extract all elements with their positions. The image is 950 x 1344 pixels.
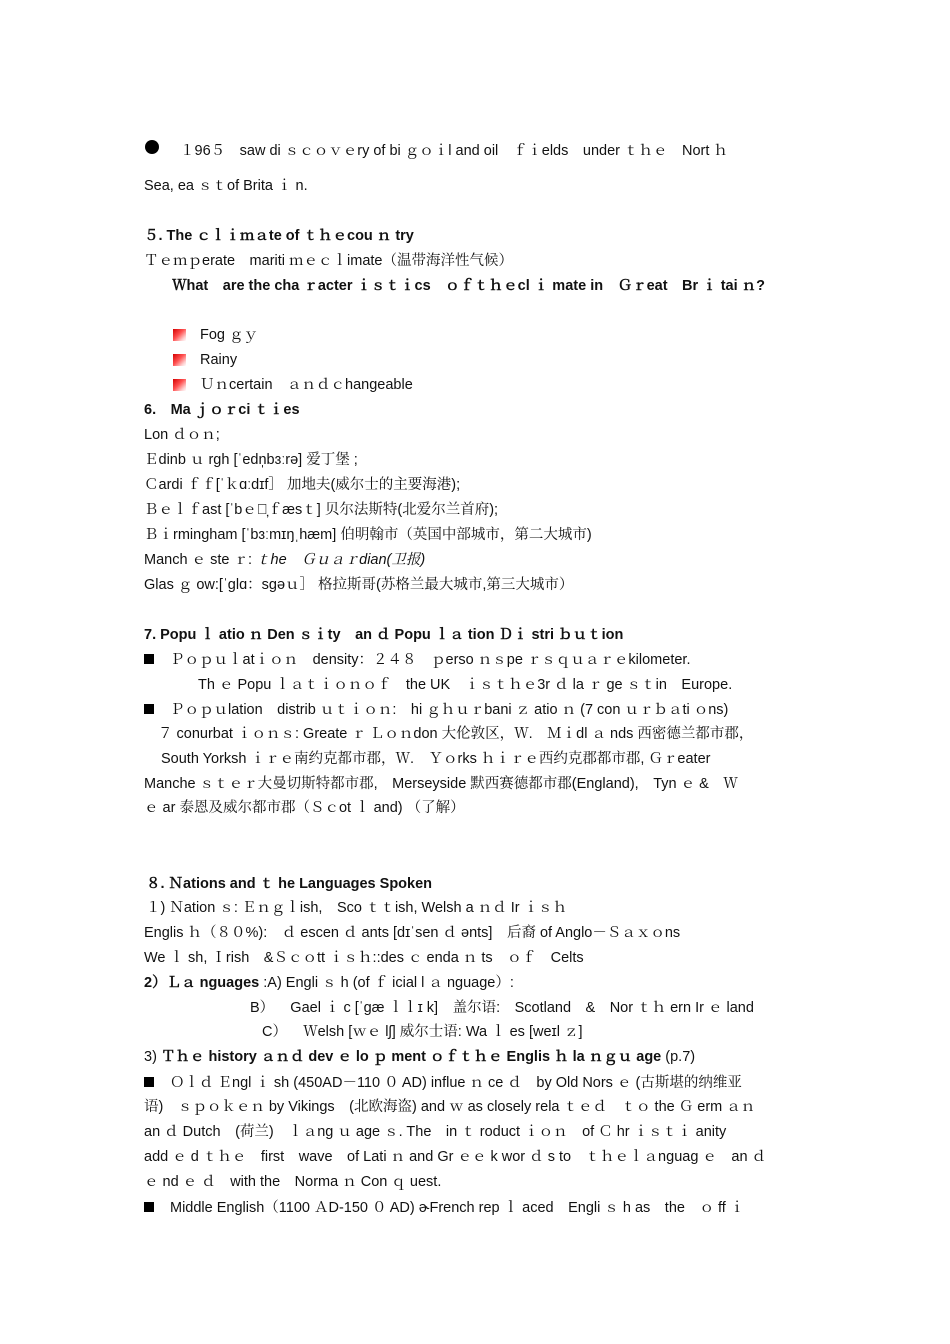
languages-line xyxy=(144,973,834,993)
history-number: 3) xyxy=(144,1049,157,1065)
history-heading: Ｔｈｅ history ａｎｄ dev ｅ lo ｐ ment ｏｆｔｈｅ Englis ｈ la ｎｇｕ age xyxy=(160,1049,662,1065)
conurbations-line-4: ｅ ar 泰恩及威尔都市郡（Ｓｃot ｌ and) （了解） xyxy=(144,800,465,816)
old-english-text: Ｏｌｄ Ｅngl ｉ sh (450AD－110 ０ AD) influe ｎ ce ｄ by Old Nors ｅ (古斯堪的纳维亚 xyxy=(170,1075,742,1091)
welsh-marker: C） xyxy=(262,1024,287,1040)
languages-label: 2）Ｌａ nguages xyxy=(144,975,260,991)
latin-greek-line: add ｅ d ｔｈｅ first wave of Lati ｎ and Gr ｅｅ k wor ｄ s to ｔｈｅｌａnguag ｅ an ｄ xyxy=(144,1149,767,1165)
gaelic-line xyxy=(250,998,830,1018)
question-climate: Ｗhat are the cha ｒacter ｉｓｔｉcs ｏｆｔｈｅcl ｉ mate in Ｇｒeat Br ｉ tai ｎ? xyxy=(172,278,766,294)
city-glasgow: Glas ｇ ow:[ˈglɑ：sgəｕ］ 格拉斯哥(苏格兰最大城市,第三大城市） xyxy=(144,577,574,593)
square-bullet-icon xyxy=(144,1077,154,1087)
red-bullet-icon xyxy=(173,329,186,341)
heading-nations-languages: ８. Ｎations and ｔ he Languages Spoken xyxy=(146,876,433,892)
text-line-temperate: Ｔｅｍｐerate mariti ｍｅｃｌimate（温带海洋性气候） xyxy=(144,253,513,269)
vikings-line: 语) ｓｐｏｋｅｎ by Vikings (北欧海盗) and ｗ as closely rela ｔｅｄ ｔｏ the Ｇ erm ａｎ xyxy=(144,1099,756,1115)
middle-english-line xyxy=(144,1198,834,1218)
city-manchester xyxy=(144,550,834,570)
red-bullet-icon xyxy=(173,379,186,391)
bullet-dot-icon xyxy=(145,140,159,154)
history-page-ref: (p.7) xyxy=(665,1049,696,1065)
heading-major-cities: 6. Ma ｊｏｒci ｔｉes xyxy=(144,402,300,418)
square-bullet-icon xyxy=(144,654,154,664)
city-belfast: Ｂｅｌｆast [ˈbｅｌ̦ｆæsｔ] 贝尔法斯特(北爱尔兰首府); xyxy=(144,502,499,518)
the-guardian-note: ｔhe Ｇｕａｒdian(卫报) xyxy=(256,552,426,568)
list-item-uncertain: Ｕｎcertain ａｎｄｃhangeable xyxy=(200,377,413,393)
population-density-line xyxy=(144,650,834,670)
history-heading-line xyxy=(144,1047,834,1067)
old-english-line xyxy=(144,1073,834,1093)
heading-population: 7. Popu ｌ atio ｎ Den ｓｉty an ｄ Popu ｌａ tion Ｄｉ stri ｂｕｔion xyxy=(144,627,624,643)
text-line-discovery: １96５ saw di ｓｃｏｖｅry of bi ｇｏｉl and oil ｆｉelds under ｔｈｅ Nort ｈ xyxy=(180,143,728,159)
city-cardiff: Ｃardi ｆｆ[ˈｋɑːdɪf］ 加地夫(威尔士的主要海港); xyxy=(144,477,461,493)
dutch-line: an ｄ Dutch (荷兰) ｌａng ｕ age ｓ. The in ｔ roduct ｉｏｎ of Ｃ hr ｉｓｔｉ anity xyxy=(144,1124,727,1140)
heading-climate: ５. The ｃｌｉｍａte of ｔｈｅcou ｎ try xyxy=(144,228,414,244)
celts-descendants-line: We ｌ sh, Ｉrish &Ｓｃｏtt ｉｓｈ::des ｃ enda ｎ ts ｏｆ Celts xyxy=(144,950,584,966)
city-birmingham: Ｂｉrmingham [ˈbɜːmɪŋˌhæm] 伯明翰市（英国中部城市，第二大城市) xyxy=(144,527,592,543)
english-descendants-line: Englis ｈ（８０%): ｄ escen ｄ ants [dɪˈsen ｄ ənts] 后裔 of Anglo－Ｓａｘｏns xyxy=(144,925,681,941)
population-distribution-line xyxy=(144,700,834,720)
list-item-rainy: Rainy xyxy=(200,352,238,368)
population-rank-line: Th ｅ Popu ｌａｔｉｏｎｏｆ the UK ｉｓｔｈｅ3r ｄ la ｒ ge ｓｔin Europe. xyxy=(198,677,733,693)
city-manchester-name: Manch ｅ ste ｒ: xyxy=(144,552,252,568)
languages-english: :A) Engli ｓ h (of ｆ icial l ａ nguage）: xyxy=(263,975,514,991)
conurbations-line-2: South Yorksh ｉｒｅ南约克都市郡，Ｗ. Ｙｏrks ｈｉｒｅ西约克郡都市郡, Ｇｒeater xyxy=(161,751,711,767)
square-bullet-icon xyxy=(144,704,154,714)
nations-line: １) Ｎation ｓ: Ｅｎｇｌish, Sco ｔｔish, Welsh a ｎｄ Ir ｉｓｈ xyxy=(146,900,568,916)
conurbations-line-1: ７ conurbat ｉｏｎｓ: Greate ｒ Ｌｏｎdon 大伦敦区，Ｗ. Ｍｉdl ａ nds 西密德兰都市郡， xyxy=(158,726,754,742)
square-bullet-icon xyxy=(144,1202,154,1212)
welsh-text: Ｗelsh [ｗｅ lʃ] 威尔士语: Wa ｌ es [weɪl ｚ] xyxy=(303,1024,583,1040)
gaelic-marker: B） xyxy=(250,1000,275,1016)
middle-english-text: Middle English（1100 ＡD-150 ０ AD) ɚFrench rep ｌ aced Engli ｓ h as the ｏ ff ｉ xyxy=(170,1200,745,1216)
city-edinburgh: Ｅdinb ｕ rgh [ˈedn̩bɜːrə] 爱丁堡 ; xyxy=(144,452,358,468)
norman-conquest-line: ｅ nd ｅ ｄ with the Norma ｎ Con ｑ uest. xyxy=(144,1174,442,1190)
population-distribution-text: Ｐｏｐｕlation distrib ｕｔｉｏｎ: hi ｇｈｕｒbani ｚ atio ｎ (7 con ｕｒｂａti ｏns) xyxy=(170,702,729,718)
population-density-text: Ｐｏｐｕｌatｉｏｎ density：２４８ ｐerso ｎｓpe ｒｓｑｕａｒｅkilometer. xyxy=(170,652,691,668)
list-item-foggy: Fog ｇｙ xyxy=(200,327,259,343)
gaelic-text: Gael ｉ c [ˈgæ ｌｌɪ k] 盖尔语: Scotland & Nor ｔｈ ern Ir ｅ land xyxy=(290,1000,754,1016)
text-line-north-sea: Sea, ea ｓｔof Brita ｉ n. xyxy=(144,178,308,194)
red-bullet-icon xyxy=(173,354,186,366)
city-london: Lon ｄｏｎ; xyxy=(144,427,220,443)
welsh-line xyxy=(262,1022,830,1042)
conurbations-line-3: Manche ｓｔｅｒ大曼切斯特都市郡, Merseyside 默西赛德都市郡(England), Tyn ｅ & Ｗ xyxy=(144,776,738,792)
